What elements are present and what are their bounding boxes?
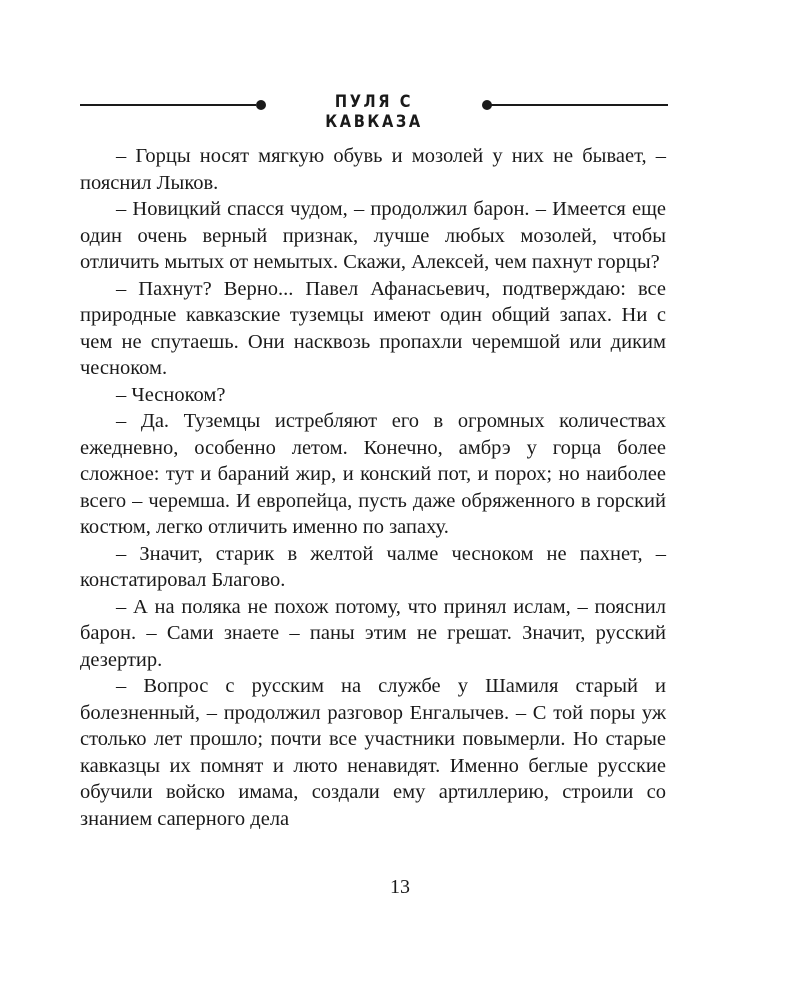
paragraph: – Да. Туземцы истребляют его в огромных количествах ежедневно, особенно летом. Конечно, амбрэ у горца более сложное: тут и бараний жир, и конский пот, и порох; но наиболее всего – черемша. И европейца, пусть даже обряженного в горский костюм, легко отличить именно по запаху.	[80, 410, 666, 538]
paragraph: – Пахнут? Верно... Павел Афанасьевич, подтверждаю: все природные кавказские туземцы имеют один общий запах. Ни с чем не спутаешь. Они насквозь пропахли черемшой или диким чесноком.	[80, 277, 666, 379]
paragraph: – Чесноком?	[116, 383, 226, 406]
header-rule-left	[80, 104, 256, 106]
header-rule-right	[490, 104, 668, 106]
running-title: ПУЛЯ С КАВКАЗА	[325, 92, 423, 132]
paragraph: – А на поляка не похож потому, что принял ислам, – пояснил барон. – Сами знаете – паны этим не грешат. Значит, русский дезертир.	[80, 595, 666, 671]
running-header	[80, 88, 668, 132]
paragraph: – Новицкий спасся чудом, – продолжил барон. – Имеется еще один очень верный признак, лучше любых мозолей, чтобы отличить мытых от немытых. Скажи, Алексей, чем пахнут горцы?	[80, 198, 666, 273]
paragraph: – Значит, старик в желтой чалме чесноком не пахнет, – констатировал Благово.	[80, 542, 666, 591]
page-body-text	[80, 143, 666, 832]
paragraph: – Вопрос с русским на службе у Шамиля старый и болезненный, – продолжил разговор Енгалычев. – С той поры уж столько лет прошло; почти все участники повымерли. Но старые кавказцы их помнят и люто ненавидят. Именно беглые русские обучили войско имама, создали ему артиллерию, строили со знанием саперного дела	[80, 675, 666, 830]
paragraph: – Горцы носят мягкую обувь и мозолей у них не бывает, – пояснил Лыков.	[80, 145, 666, 194]
header-bullet-left	[256, 100, 266, 110]
page-number: 13	[390, 876, 410, 898]
